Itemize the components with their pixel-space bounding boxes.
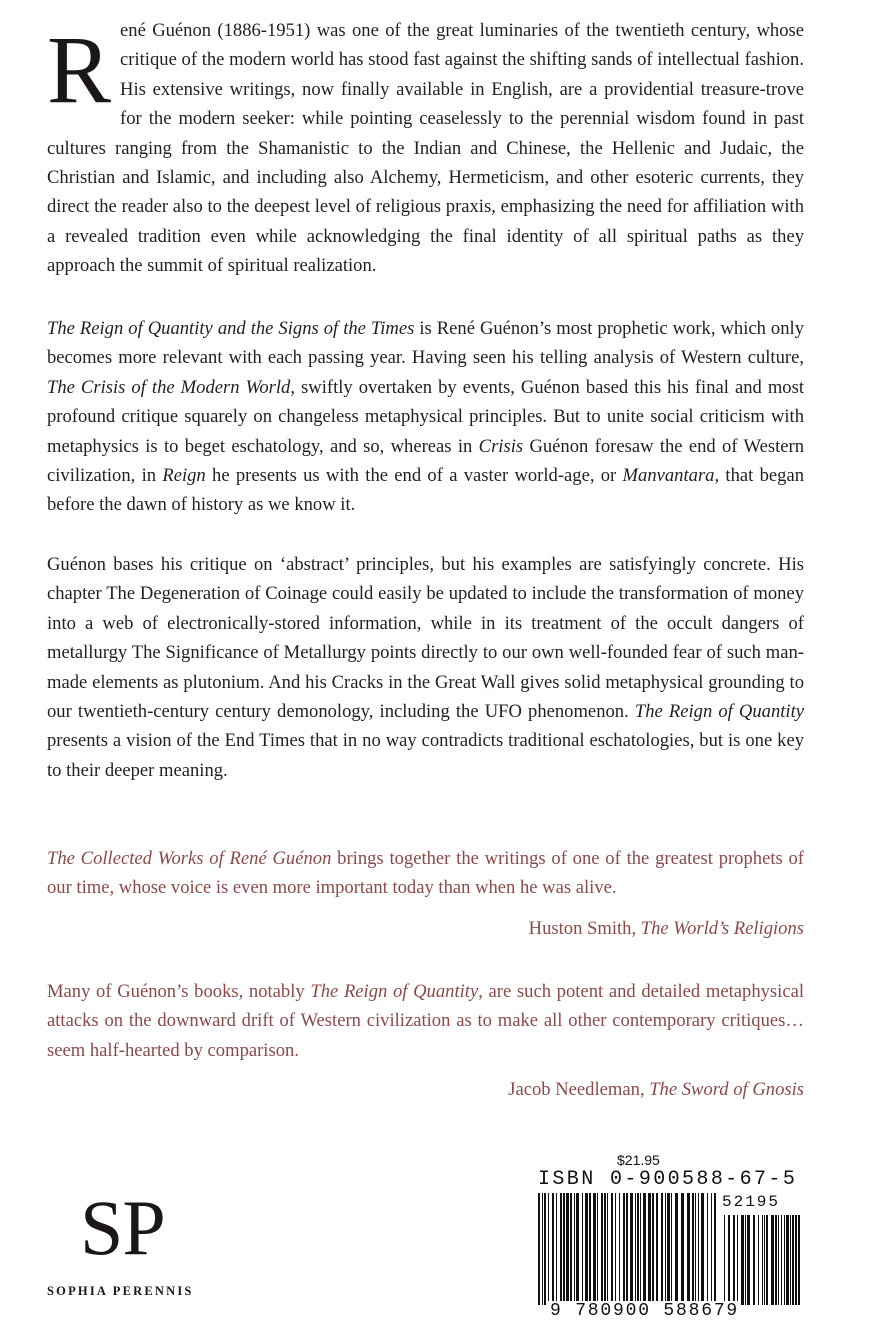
author-name: Jacob Needleman, [508,1079,650,1100]
intro-text: ené Guénon (1886-1951) was one of the great luminaries of the twentieth century, whose critique of the modern world has stood fast against the shifting sands of intellectual fashion. His extensive writings, now finally available in English, are a providential treasure-trove for the modern seeker: while pointing ceaselessly to the perennial wisdom found in past cultures ranging from the Shamanistic to the Indian and Chinese, the Hellenic and Judaic, the Christian and Islamic, and including also Alchemy, Hermeticism, and other esoteric currents, they direct the reader also to the deepest level of religious praxis, emphasizing the need for affiliation with a revealed tradition even while acknowledging the final identity of all spiritual paths as they approach the summit of spiritual realization. [47,20,804,277]
publisher-logo: SP [80,1184,165,1271]
drop-cap: R [47,16,112,123]
text-span: , that began before the dawn of history as we know it. [47,465,804,516]
quote-text: , are such potent and detailed metaphysical attacks on the downward drift of Western civilization as to make all other contemporary critiques… seem half-hearted by comparison. [47,981,804,1061]
price-label: $21.95 [617,1152,660,1168]
book-title: Reign [162,465,206,487]
text-span: Guénon bases his critique on ‘abstract’ principles, but his examples are satisfyingly concrete. His chapter The Degeneration of Coinage could easily be updated to include the transformation of money into a web of electronically-stored information, while in its treatment of the occult dangers of metallurgy The Significance of Metallurgy points directly to our own well-founded fear of such man-made elements as plutonium. And his Cracks in the Great Wall gives solid metaphysical grounding to our twentieth-century century demonology, including the UFO phenomenon. [47,554,804,723]
book-title: The Collected Works of René Guénon [47,848,332,869]
book-title: The Reign of Quantity and the Signs of the Times [47,318,415,339]
quote-attribution [508,1079,804,1101]
critique-paragraph [47,550,804,785]
text-span: he presents us with the end of a vaster world-age, or [205,465,623,487]
reign-paragraph [47,314,804,520]
quote-huston-smith [47,844,804,903]
book-title: The Reign of Quantity [634,701,804,723]
quote-text: Many of Guénon’s books, notably [47,981,311,1002]
term: Manvantara [622,465,715,487]
quote-needleman [47,977,804,1065]
intro-paragraph [47,16,804,281]
text-span: Guénon foresaw the end of Western civilization, in [47,435,804,487]
book-title: The Crisis of the Modern World [47,376,291,398]
text-span: is René Guénon’s most prophetic work, which only becomes more relevant with each passing year. Having seen his telling analysis of Western culture, [47,318,804,369]
quote-text: brings together the writings of one of the greatest prophets of our time, whose voice is even more important today than when he was alive. [47,848,805,899]
author-name: Huston Smith, [528,918,641,939]
ean-number: 9 780900 588679 [550,1301,740,1321]
book-title: The Reign of Quantity [310,981,479,1002]
source-title: The World’s Religions [640,918,804,939]
source-title: The Sword of Gnosis [649,1079,804,1100]
book-title: Crisis [478,435,524,457]
barcode-addon-number: 52195 [722,1193,781,1211]
publisher-name: SOPHIA PERENNIS [47,1284,194,1298]
isbn-label: ISBN 0-900588-67-5 [538,1168,798,1191]
text-span: , swiftly overtaken by events, Guénon based this his final and most profound critique squarely on changeless metaphysical principles. But to unite social criticism with metaphysics is to beget eschatology, and so, whereas in [47,376,804,457]
quote-attribution [529,918,804,940]
text-span: presents a vision of the End Times that in no way contradicts traditional eschatologies, but is one key to their deeper meaning. [47,730,804,781]
